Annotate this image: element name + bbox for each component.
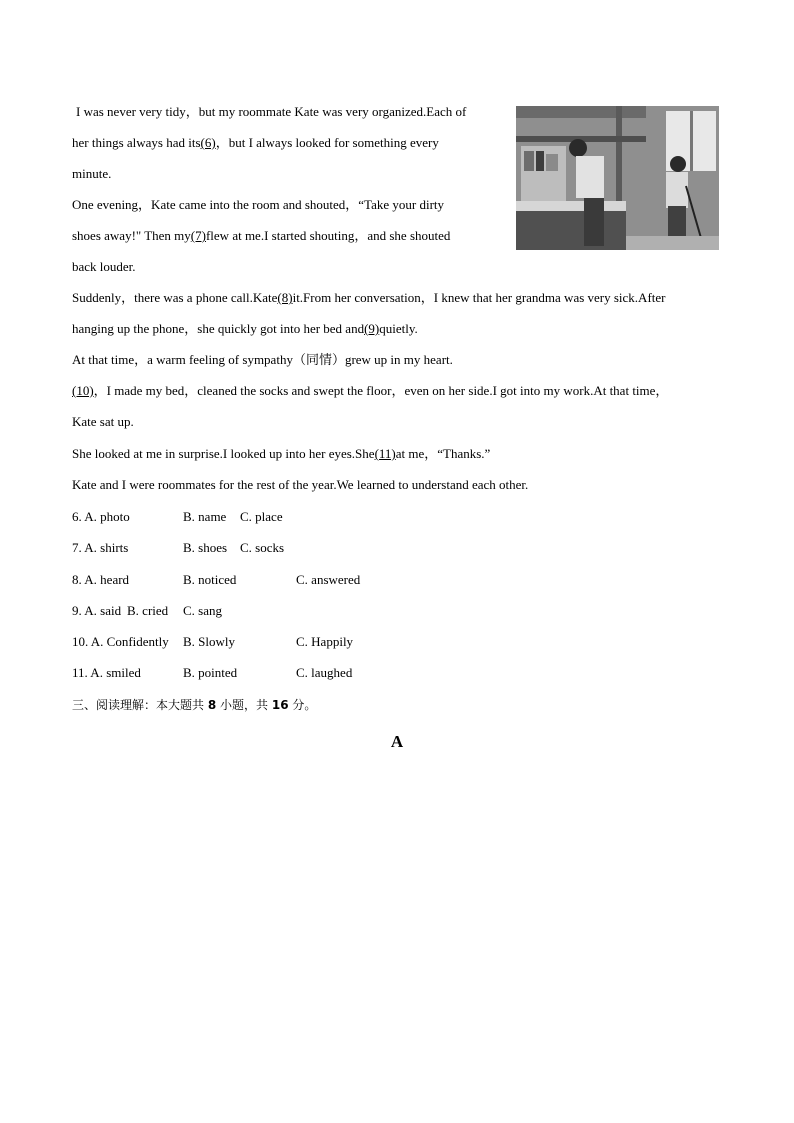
blank-10: (10) — [72, 383, 94, 398]
question-9-option-b: B. cried — [127, 603, 169, 618]
blank-8: (8) — [277, 290, 293, 305]
question-6-option-c: C. place — [240, 509, 283, 524]
passage-line: At that time，a warm feeling of sympathy（同情）grew up in my heart. — [72, 352, 453, 367]
blank-9: (9) — [364, 321, 380, 336]
passage-line: Suddenly，there was a phone call.Kate(8)it.From her conversation，I knew that her grandma was very sick.After — [72, 290, 666, 305]
dorm-photo — [516, 106, 719, 250]
question-9-option-a: 9. A. said — [72, 603, 122, 618]
passage-line: her things always had its(6)，but I always looked for something every — [72, 135, 439, 150]
question-10-option-b: B. Slowly — [183, 634, 236, 649]
question-10-option-a: 10. A. Confidently — [72, 634, 169, 649]
passage-line: minute. — [72, 166, 112, 181]
passage-line: One evening，Kate came into the room and shouted，“Take your dirty — [72, 197, 445, 212]
passage-line: Kate and I were roommates for the rest of the year.We learned to understand each other. — [72, 477, 529, 492]
question-7-option-c: C. socks — [240, 540, 285, 555]
question-7-option-b: B. shoes — [183, 540, 228, 555]
question-11-option-b: B. pointed — [183, 665, 238, 680]
question-8-option-b: B. noticed — [183, 572, 237, 587]
question-6-option-a: 6. A. photo — [72, 509, 130, 524]
question-8-option-a: 8. A. heard — [72, 572, 130, 587]
question-6-option-b: B. name — [183, 509, 227, 524]
passage-line: shoes away!" Then my(7)flew at me.I started shouting，and she shouted — [72, 228, 451, 243]
passage-line: hanging up the phone，she quickly got into her bed and(9)quietly. — [72, 321, 418, 336]
passage-line: I was never very tidy，but my roommate Kate was very organized.Each of — [76, 104, 467, 119]
blank-7: (7) — [190, 228, 206, 243]
passage-line: She looked at me in surprise.I looked up into her eyes.She(11)at me，“Thanks.” — [72, 446, 491, 461]
passage-line: back louder. — [72, 259, 136, 274]
passage-letter: A — [390, 732, 404, 751]
blank-6: (6) — [200, 135, 216, 150]
question-10-option-c: C. Happily — [296, 634, 354, 649]
question-9-option-c: C. sang — [183, 603, 222, 618]
passage-line: Kate sat up. — [72, 414, 134, 429]
question-7-option-a: 7. A. shirts — [72, 540, 129, 555]
blank-11: (11) — [374, 446, 396, 461]
passage-line: (10)，I made my bed，cleaned the socks and swept the floor，even on her side.I got into my work.At that time， — [72, 383, 669, 398]
section-heading: 三、阅读理解：本大题共 8 小题，共 16 分。 — [72, 698, 317, 712]
question-11-option-a: 11. A. smiled — [72, 665, 141, 680]
question-8-option-c: C. answered — [296, 572, 361, 587]
question-11-option-c: C. laughed — [296, 665, 353, 680]
